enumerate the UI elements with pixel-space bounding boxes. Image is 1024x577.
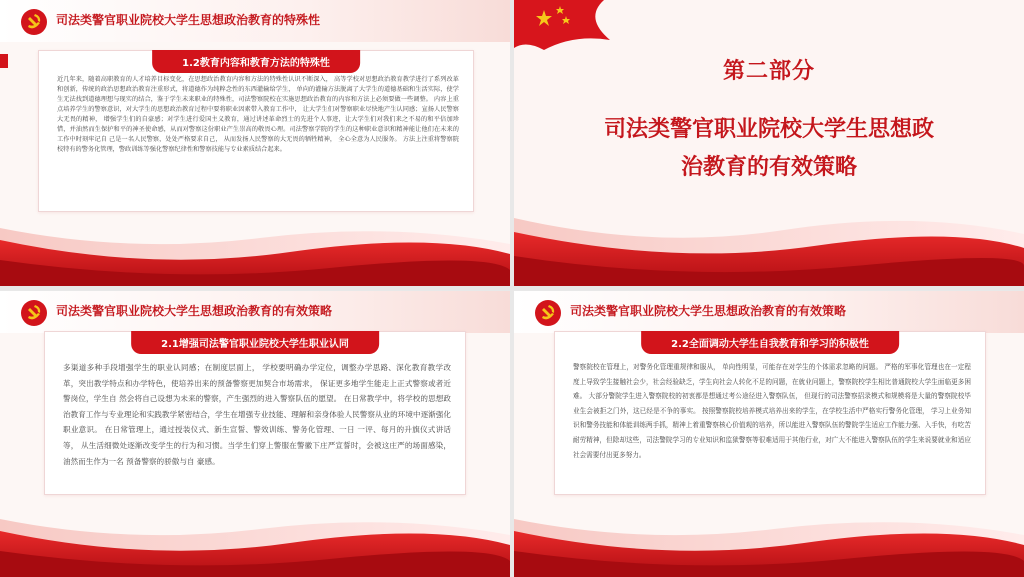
red-wave-decoration	[514, 505, 1024, 577]
section-subtitle-line-2: 治教育的有效策略	[680, 155, 857, 180]
party-emblem-icon	[20, 299, 48, 327]
content-card	[44, 331, 466, 495]
slide-title: 司法类警官职业院校大学生思想政治教育的特殊性	[56, 13, 321, 27]
slide-title: 司法类警官职业院校大学生思想政治教育的有效策略	[56, 304, 333, 318]
slide-1[interactable]	[0, 0, 510, 286]
content-card	[554, 331, 986, 495]
part-heading: 第二部分	[722, 59, 815, 84]
section-body: 警察院校在管理上，对警务化管理重规律和服从， 单向性明显，可能存在对学生的个体需求忽略的问题。 严格的军事化管理也在一定程度上导致学生接触社会少，社会经验缺乏，学生向社会人转化不足的问题，在就业问题上，警察院校学生相比普通院校大学生面临更多困难。 大部分警院学生进入警察院校的初衷都是想通过考公途径进入警察队伍， 但现行的司法警察招录模式和规模将是大量的警察院校毕业生会被拒之门外，这已经是不争的事实。 按照警察院校培养模式培养出来的学生，在学校生活中严格实行警务化管理， 学习上业务知识和警务技能和体能训练两手抓，精神上着重警察核心价值观的培养，所以能进入警察队伍的警院学生适应工作能力强、入手快，有吃苦耐劳精神，但除却这些，司法警院学习的专业知识和监狱警察等很难适用于其他行业，对广大不能进入警察队伍的学生来说要就业和适应社会需要付出更多努力。	[573, 363, 971, 459]
slide-4[interactable]	[514, 291, 1024, 577]
red-flag-icon	[514, 0, 614, 52]
party-emblem-icon	[20, 8, 48, 36]
red-wave-decoration	[0, 214, 510, 286]
slide-title: 司法类警官职业院校大学生思想政治教育的有效策略	[570, 304, 847, 318]
red-wave-decoration	[0, 505, 510, 577]
red-wave-decoration	[514, 206, 1024, 286]
party-emblem-icon	[534, 299, 562, 327]
red-accent-stripe	[0, 54, 8, 68]
slide-3[interactable]	[0, 291, 510, 577]
section-body: 近几年来，随着高职教育的人才培养目标变化，在思想政治教育内容和方法的特殊性认识不断深入， 高等学校对思想政治教育教学进行了系列改革和创新，传统的政治思想政治教育注重形式，将道德作为纯粹念性的东西灌输给学生， 单向的灌输方法脱离了大学生的道德基础和生活实际，使学生无法找到道德理想与现实的结合，鉴于学生未来职业的特殊性，司法警察院校在实施思想政治教育的内容和方法上必须要做一些调整。 内容上重点培养学生的警察意识，对大学生的思想政治教育过程中要将职业因素带入教育工作中， 让大学生们对警察职业尽快地产生认同感；宣扬人民警察大无畏的精神， 增强学生们的自豪感；对学生进行爱国主义教育，通过讲述革命烈士的先进个人事迹，让大学生们对我们来之不易的和平倍加珍惜，并油然而生保护和平的神圣使命感，从而对警察这份职业产生崇高的敬畏心理。司法警察学院的学生的这种职业意识和精神能让他们在未来的工作中时刻牢记自 己是一名人民警察，处处严格要求自己， 从而发扬人民警察的大无畏的牺牲精神， 全心全意为人民服务。 方法上注重将警察院校特有的警务化管理，警政训练等强化警察纪律性和警察技能与专业素质结合起来。	[57, 76, 459, 153]
slide-2[interactable]	[514, 0, 1024, 286]
section-label: 1.2教育内容和教育方法的特殊性	[152, 50, 360, 73]
section-body: 多渠道多种手段增强学生的职业认同感；在制度层面上， 学校要明确办学定位，调整办学思路、深化教育教学改革，突出教学特点和办学特色，使培养出来的预备警察更加契合市场需求， 保证更多地学生能走上正式警察或者近警岗位，学生自 然会将自己设想为未来的警察，产生强烈的进入警察队伍的愿望。 在日常教学中，将学校的思想政治教育工作与专业理论和实践教学紧密结合，学生在增强专业技能、理解和亲身体验人民警察从业的环境中逐渐强化职业意识。 在日常管理上，通过授装仪式、新生宣誓、警效训练、警务化管理、一日 一评、每月的升旗仪式讲话等， 从生活细微处逐渐改变学生的行为和习惯。当学生们穿上警服在警徽下庄严宣誓时，会被这庄严的场面感染，油然而生作为一名 预备警察的骄傲与自 豪感。	[63, 363, 451, 466]
section-label: 2.2全面调动大学生自我教育和学习的积极性	[641, 331, 899, 354]
section-label: 2.1增强司法警官职业院校大学生职业认同	[131, 331, 379, 354]
content-card	[38, 50, 474, 212]
section-subtitle-line-1: 司法类警官职业院校大学生思想政	[603, 117, 934, 142]
